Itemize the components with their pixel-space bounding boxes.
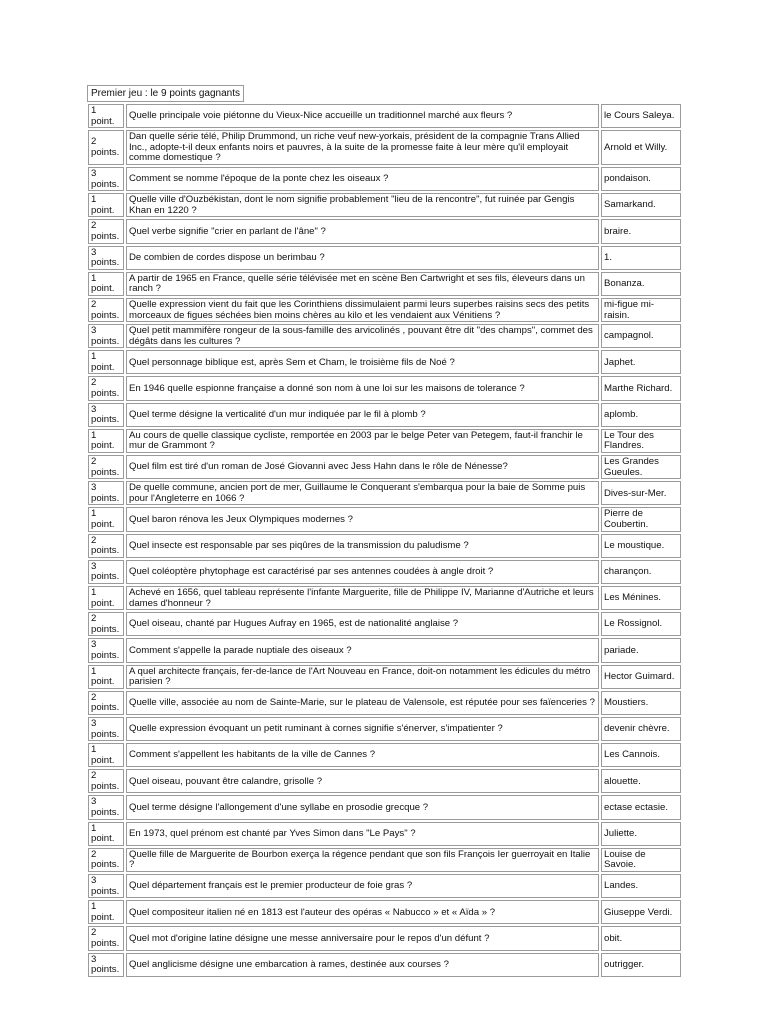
points-cell: 1 point. [88, 822, 124, 846]
question-cell: Comment se nomme l'époque de la ponte chez les oiseaux ? [126, 167, 599, 191]
points-cell: 3 points. [88, 795, 124, 819]
answer-cell: Samarkand. [601, 193, 681, 217]
table-row [88, 298, 681, 322]
quiz-title: Premier jeu : le 9 points gagnants [87, 85, 244, 102]
question-cell: Quel anglicisme désigne une embarcation à rames, destinée aux courses ? [126, 953, 599, 977]
question-cell: A partir de 1965 en France, quelle série télévisée met en scène Ben Cartwright et ses fils, éleveurs dans un ranch ? [126, 272, 599, 296]
table-row [88, 900, 681, 924]
points-cell: 3 points. [88, 167, 124, 191]
points-cell: 2 points. [88, 926, 124, 950]
question-cell: Quel film est tiré d'un roman de José Giovanni avec Jess Hahn dans le rôle de Nénesse? [126, 455, 599, 479]
answer-cell: pariade. [601, 638, 681, 662]
question-cell: Quel petit mammifère rongeur de la sous-famille des arvicolinés , pouvant être dit "des champs", commet des dégâts dans les cultures ? [126, 324, 599, 348]
table-row [88, 167, 681, 191]
answer-cell: Marthe Richard. [601, 376, 681, 400]
points-cell: 2 points. [88, 298, 124, 322]
points-cell: 1 point. [88, 104, 124, 128]
answer-cell: Les Grandes Gueules. [601, 455, 681, 479]
table-row [88, 769, 681, 793]
answer-cell: charançon. [601, 560, 681, 584]
question-cell: Quelle ville, associée au nom de Sainte-Marie, sur le plateau de Valensole, est réputée pour ses faïenceries ? [126, 691, 599, 715]
answer-cell: braire. [601, 219, 681, 243]
table-row [88, 534, 681, 558]
question-cell: Quel oiseau, chanté par Hugues Aufray en 1965, est de nationalité anglaise ? [126, 612, 599, 636]
question-cell: Quel terme désigne la verticalité d'un mur indiquée par le fil à plomb ? [126, 403, 599, 427]
answer-cell: Dives-sur-Mer. [601, 481, 681, 505]
answer-cell: Landes. [601, 874, 681, 898]
answer-cell: le Cours Saleya. [601, 104, 681, 128]
table-row [88, 272, 681, 296]
question-cell: Quel département français est le premier producteur de foie gras ? [126, 874, 599, 898]
question-cell: Quelle ville d'Ouzbékistan, dont le nom signifie probablement "lieu de la rencontre", fut ruinée par Gengis Khan en 1220 ? [126, 193, 599, 217]
answer-cell: Giuseppe Verdi. [601, 900, 681, 924]
question-cell: Comment s'appellent les habitants de la ville de Cannes ? [126, 743, 599, 767]
table-row [88, 219, 681, 243]
table-row [88, 717, 681, 741]
points-cell: 3 points. [88, 481, 124, 505]
points-cell: 3 points. [88, 246, 124, 270]
table-row [88, 874, 681, 898]
points-cell: 3 points. [88, 638, 124, 662]
answer-cell: obit. [601, 926, 681, 950]
points-cell: 2 points. [88, 691, 124, 715]
question-cell: En 1946 quelle espionne française a donné son nom à une loi sur les maisons de tolerance ? [126, 376, 599, 400]
answer-cell: Arnold et Willy. [601, 130, 681, 165]
question-cell: Au cours de quelle classique cycliste, remportée en 2003 par le belge Peter van Petegem, faut-il franchir le mur de Grammont ? [126, 429, 599, 453]
table-row [88, 455, 681, 479]
points-cell: 3 points. [88, 953, 124, 977]
table-row [88, 376, 681, 400]
table-row [88, 481, 681, 505]
points-cell: 1 point. [88, 272, 124, 296]
answer-cell: devenir chèvre. [601, 717, 681, 741]
answer-cell: ectase ectasie. [601, 795, 681, 819]
answer-cell: Les Cannois. [601, 743, 681, 767]
points-cell: 3 points. [88, 324, 124, 348]
question-cell: De quelle commune, ancien port de mer, Guillaume le Conquerant s'embarqua pour la baie de Somme puis pour l'Angleterre en 1066 ? [126, 481, 599, 505]
question-cell: Quel oiseau, pouvant être calandre, grisolle ? [126, 769, 599, 793]
answer-cell: outrigger. [601, 953, 681, 977]
answer-cell: aplomb. [601, 403, 681, 427]
table-row [88, 691, 681, 715]
points-cell: 2 points. [88, 769, 124, 793]
table-row [88, 665, 681, 689]
question-cell: Quelle fille de Marguerite de Bourbon exerça la régence pendant que son fils François Ier guerroyait en Italie ? [126, 848, 599, 872]
table-row [88, 560, 681, 584]
question-cell: Quel verbe signifie "crier en parlant de l'âne" ? [126, 219, 599, 243]
answer-cell: 1. [601, 246, 681, 270]
points-cell: 1 point. [88, 743, 124, 767]
quiz-table-body [88, 104, 681, 977]
table-row [88, 953, 681, 977]
points-cell: 1 point. [88, 193, 124, 217]
question-cell: Quelle principale voie piétonne du Vieux-Nice accueille un traditionnel marché aux fleurs ? [126, 104, 599, 128]
table-row [88, 743, 681, 767]
question-cell: Quel personnage biblique est, après Sem et Cham, le troisième fils de Noé ? [126, 350, 599, 374]
question-cell: Quel baron rénova les Jeux Olympiques modernes ? [126, 507, 599, 531]
answer-cell: mi-figue mi-raisin. [601, 298, 681, 322]
answer-cell: Le moustique. [601, 534, 681, 558]
answer-cell: Le Tour des Flandres. [601, 429, 681, 453]
question-cell: Quel insecte est responsable par ses piqûres de la transmission du paludisme ? [126, 534, 599, 558]
question-cell: Achevé en 1656, quel tableau représente l'infante Marguerite, fille de Philippe IV, Marianne d'Autriche et leurs dames d'honneur ? [126, 586, 599, 610]
table-row [88, 848, 681, 872]
points-cell: 1 point. [88, 429, 124, 453]
points-cell: 1 point. [88, 507, 124, 531]
points-cell: 2 points. [88, 612, 124, 636]
answer-cell: Moustiers. [601, 691, 681, 715]
question-cell: A quel architecte français, fer-de-lance de l'Art Nouveau en France, doit-on notamment les édicules du métro parisien ? [126, 665, 599, 689]
question-cell: Quel compositeur italien né en 1813 est l'auteur des opéras « Nabucco » et « Aïda » ? [126, 900, 599, 924]
question-cell: Quel mot d'origine latine désigne une messe anniversaire pour le repos d'un défunt ? [126, 926, 599, 950]
question-cell: En 1973, quel prénom est chanté par Yves Simon dans "Le Pays" ? [126, 822, 599, 846]
question-cell: Quel terme désigne l'allongement d'une syllabe en prosodie grecque ? [126, 795, 599, 819]
table-row [88, 638, 681, 662]
points-cell: 1 point. [88, 900, 124, 924]
answer-cell: Louise de Savoie. [601, 848, 681, 872]
answer-cell: pondaison. [601, 167, 681, 191]
points-cell: 1 point. [88, 350, 124, 374]
answer-cell: Bonanza. [601, 272, 681, 296]
points-cell: 3 points. [88, 560, 124, 584]
table-row [88, 429, 681, 453]
points-cell: 2 points. [88, 130, 124, 165]
points-cell: 2 points. [88, 534, 124, 558]
table-row [88, 246, 681, 270]
question-cell: Dan quelle série télé, Philip Drummond, un riche veuf new-yorkais, président de la compagnie Trans Allied Inc., adopte-t-il deux enfants noirs et pauvres, à la suite de la promesse faite à leur mère qu'il employait comme domestique ? [126, 130, 599, 165]
table-row [88, 324, 681, 348]
points-cell: 1 point. [88, 665, 124, 689]
points-cell: 2 points. [88, 848, 124, 872]
question-cell: Quel coléoptère phytophage est caractérisé par ses antennes coudées à angle droit ? [126, 560, 599, 584]
table-row [88, 403, 681, 427]
table-row [88, 104, 681, 128]
points-cell: 2 points. [88, 219, 124, 243]
points-cell: 3 points. [88, 403, 124, 427]
points-cell: 2 points. [88, 455, 124, 479]
points-cell: 1 point. [88, 586, 124, 610]
table-row [88, 130, 681, 165]
answer-cell: Juliette. [601, 822, 681, 846]
answer-cell: Les Ménines. [601, 586, 681, 610]
question-cell: Quelle expression vient du fait que les Corinthiens dissimulaient parmi leurs superbes raisins secs des petits morceaux de figues séchées bien moins chères au kilo et les vendaient aux Vénitiens ? [126, 298, 599, 322]
answer-cell: alouette. [601, 769, 681, 793]
question-cell: De combien de cordes dispose un berimbau ? [126, 246, 599, 270]
answer-cell: campagnol. [601, 324, 681, 348]
table-row [88, 612, 681, 636]
table-row [88, 926, 681, 950]
table-row [88, 507, 681, 531]
table-row [88, 586, 681, 610]
answer-cell: Pierre de Coubertin. [601, 507, 681, 531]
points-cell: 2 points. [88, 376, 124, 400]
answer-cell: Le Rossignol. [601, 612, 681, 636]
question-cell: Comment s'appelle la parade nuptiale des oiseaux ? [126, 638, 599, 662]
answer-cell: Hector Guimard. [601, 665, 681, 689]
table-row [88, 795, 681, 819]
table-row [88, 193, 681, 217]
points-cell: 3 points. [88, 717, 124, 741]
quiz-table [86, 102, 683, 979]
points-cell: 3 points. [88, 874, 124, 898]
table-row [88, 350, 681, 374]
table-row [88, 822, 681, 846]
question-cell: Quelle expression évoquant un petit ruminant à cornes signifie s'énerver, s'impatienter ? [126, 717, 599, 741]
answer-cell: Japhet. [601, 350, 681, 374]
